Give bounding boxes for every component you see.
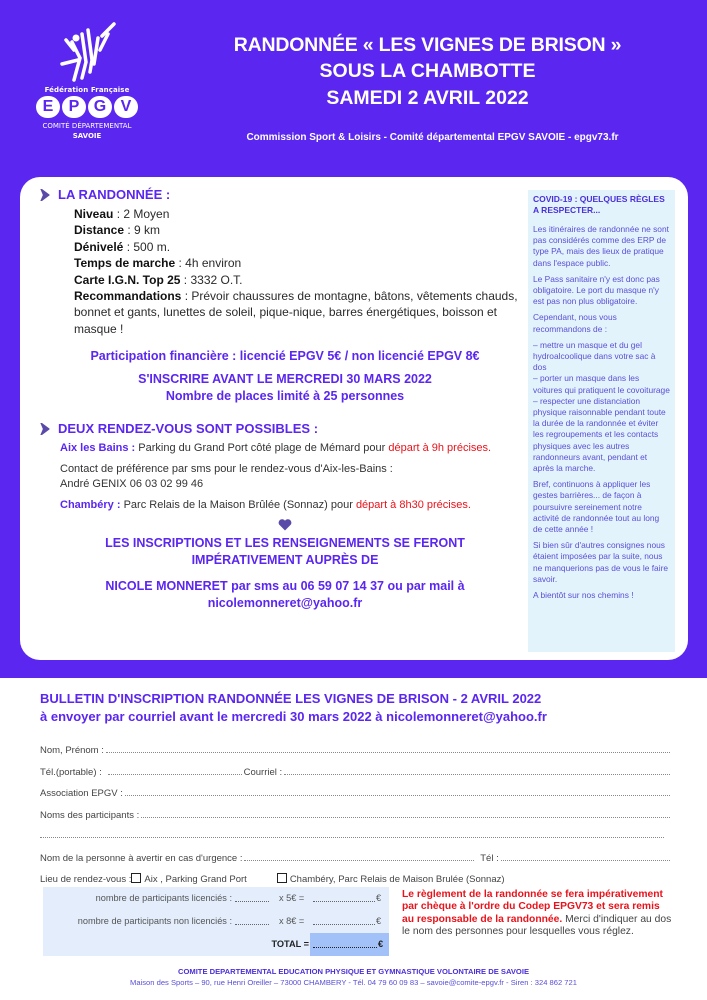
page-subtitle-date: SAMEDI 2 AVRIL 2022 [326, 87, 529, 109]
field-participants: Noms des participants : [40, 805, 670, 827]
phone-input[interactable] [108, 763, 242, 775]
payment-row-licensed: nombre de participants licenciés : x 5€ = € [95, 893, 382, 903]
logo-epgv [28, 96, 146, 118]
main-column [40, 187, 530, 612]
payment-note: Le règlement de la randonnée se fera impérativement par chèque à l'ordre du Codep EPGV73 et sera remis au responsable de la randonnée. Merci d'indiquer au dos le nom des personnes pour lesquelles vous réglez. [402, 889, 672, 938]
licensed-count-input[interactable] [235, 901, 269, 902]
logo-letter: G [88, 96, 112, 118]
field-phone-email: Tél.(portable) : Courriel : [40, 762, 670, 784]
detail-temps: Temps de marche : 4h environ [74, 256, 242, 271]
rendezvous-chambery: Chambéry : Parc Relais de la Maison Brûlée (Sonnaz) pour départ à 8h30 précises. [60, 499, 471, 512]
info-card [20, 177, 688, 660]
total-input[interactable]: € [310, 933, 389, 956]
inscriptions-contact: NICOLE MONNERET par sms au 06 59 07 14 37 ou par mail à nicolemonneret@yahoo.fr [40, 578, 530, 612]
detail-niveau: Niveau : 2 Moyen [74, 207, 170, 221]
covid-paragraph: Bref, continuons à appliquer les gestes barrières... de façon à poursuivre sereinement notre activité de randonnée tout au long de cette année ! [533, 479, 660, 535]
covid-paragraph: Le Pass sanitaire n'y est donc pas obligatoire. Le port du masque n'y est pas non plus obligatoire. [533, 273, 660, 307]
detail-denivele: Dénivelé : 500 m. [74, 239, 171, 254]
rendezvous-aix: Aix les Bains : Parking du Grand Port côté plage de Mémard pour départ à 9h précises. [60, 442, 492, 455]
page-subtitle-location: SOUS LA CHAMBOTTE [319, 60, 536, 82]
payment-row-unlicensed: nombre de participants non licenciés : x 8€ = € [77, 916, 382, 926]
heart-icon [278, 519, 292, 531]
logo-letter: P [62, 96, 86, 118]
meeting-option-chambery[interactable]: Chambéry, Parc Relais de Maison Brulée (Sonnaz) [277, 869, 505, 891]
covid-paragraph: Si bien sûr d'autres consignes nous étaient imposées par la suite, nous ne manquerions pas de vous le faire savoir. [533, 540, 669, 584]
unlicensed-count-input[interactable] [235, 924, 269, 925]
detail-carte: Carte I.G.N. Top 25 : 3332 O.T. [74, 272, 243, 287]
emergency-name-input[interactable] [244, 849, 474, 861]
checkbox[interactable] [277, 873, 287, 883]
page-footer [0, 966, 707, 989]
footer-address: Maison des Sports – 90, rue Henri Oreiller – 73000 CHAMBERY - Tél. 04 79 60 09 83 – savoie@comite-epgv.fr - Siren : 324 862 721 [130, 978, 577, 987]
total-label: TOTAL = [271, 939, 309, 949]
detail-recommandations: Recommandations : Prévoir chaussures de montagne, bâtons, vêtements chauds, bonnet et gants, lunettes de soleil, pique-nique, barres énergétiques, boisson et masque ! [74, 289, 518, 336]
rendezvous-contact: Contact de préférence par sms pour le rendez-vous d'Aix-les-Bains : André GENIX 06 03 02 99 46 [60, 463, 393, 491]
header-commission: Commission Sport & Loisirs - Comité départemental EPGV SAVOIE - epgv73.fr [246, 132, 619, 143]
covid-sidebar [528, 190, 675, 652]
epgv-logo [28, 20, 146, 150]
contact-email[interactable]: nicolemonneret@yahoo.fr [207, 596, 363, 611]
meeting-option-aix[interactable]: Aix , Parking Grand Port [131, 869, 246, 891]
logo-region: SAVOIE [72, 132, 102, 140]
field-participants-continued [40, 826, 670, 848]
deadline-text: S'INSCRIRE AVANT LE MERCREDI 30 MARS 2022 Nombre de places limité à 25 personnes [138, 372, 432, 404]
field-emergency: Nom de la personne à avertir en cas d'urgence : Tél : [40, 848, 670, 870]
association-input[interactable] [125, 784, 670, 796]
field-name: Nom, Prénom : [40, 740, 670, 762]
covid-title: COVID-19 : QUELQUES RÈGLES A RESPECTER... [533, 194, 665, 215]
logo-letter: E [36, 96, 60, 118]
page-header [150, 32, 705, 143]
section-title-rendezvous: DEUX RENDEZ-VOUS SONT POSSIBLES : [40, 421, 530, 437]
field-meeting-point: Lieu de rendez-vous : Aix , Parking Grand Port Chambéry, Parc Relais de Maison Brulée (Sonnaz) [40, 869, 670, 891]
covid-paragraph: A bientôt sur nos chemins ! [533, 590, 634, 601]
form-subtitle: à envoyer par courriel avant le mercredi 30 mars 2022 à nicolemonneret@yahoo.fr [40, 709, 547, 724]
email-input[interactable] [284, 763, 670, 775]
covid-paragraph: Les itinéraires de randonnée ne sont pas considérés comme des ERP de type PA, mais des lieux de pratique dans l'espace public. [533, 224, 669, 268]
participants-input-line2[interactable] [40, 826, 664, 838]
covid-paragraph: – mettre un masque et du gel hydroalcoolique dans votre sac à dos – porter un masque dans les voitures qui pratiquent le covoiturage – respecter une distanciation physique raisonnable pendant toute la durée de la randonnée et éviter les regroupements et les contacts physiques avec les autres randonneurs avant, pendant et après la marche. [533, 339, 670, 474]
form-title: BULLETIN D'INSCRIPTION RANDONNÉE LES VIGNES DE BRISON - 2 AVRIL 2022 [40, 691, 542, 706]
emergency-phone-input[interactable] [501, 849, 670, 861]
logo-federation: Fédération Française [44, 86, 130, 94]
section-title-randonnee: LA RANDONNÉE : [40, 187, 530, 203]
rendezvous-list [60, 441, 530, 513]
logo-committee: COMITÉ DÉPARTEMENTAL [42, 122, 132, 130]
chevron-right-icon [40, 423, 50, 435]
checkbox[interactable] [131, 873, 141, 883]
hike-details [74, 206, 530, 337]
fee-text: Participation financière : licencié EPGV 5€ / non licencié EPGV 8€ [90, 349, 480, 364]
name-input[interactable] [106, 741, 670, 753]
chevron-right-icon [40, 189, 50, 201]
covid-paragraph: Cependant, nous vous recommandons de : [533, 312, 617, 334]
licensed-amount-input[interactable] [313, 901, 375, 902]
unlicensed-amount-input[interactable] [313, 924, 375, 925]
gymnasts-icon [52, 20, 122, 84]
footer-organization: COMITE DEPARTEMENTAL EDUCATION PHYSIQUE ET GYMNASTIQUE VOLONTAIRE DE SAVOIE [177, 967, 530, 976]
payment-calculation [43, 887, 389, 956]
detail-distance: Distance : 9 km [74, 223, 161, 238]
logo-letter: V [114, 96, 138, 118]
inscriptions-notice: LES INSCRIPTIONS ET LES RENSEIGNEMENTS SE FERONT IMPÉRATIVEMENT AUPRÈS DE [105, 536, 465, 568]
registration-form [40, 690, 670, 891]
participants-input[interactable] [141, 806, 670, 818]
page-title: RANDONNÉE « LES VIGNES DE BRISON » [233, 34, 622, 56]
field-association: Association EPGV : [40, 783, 670, 805]
